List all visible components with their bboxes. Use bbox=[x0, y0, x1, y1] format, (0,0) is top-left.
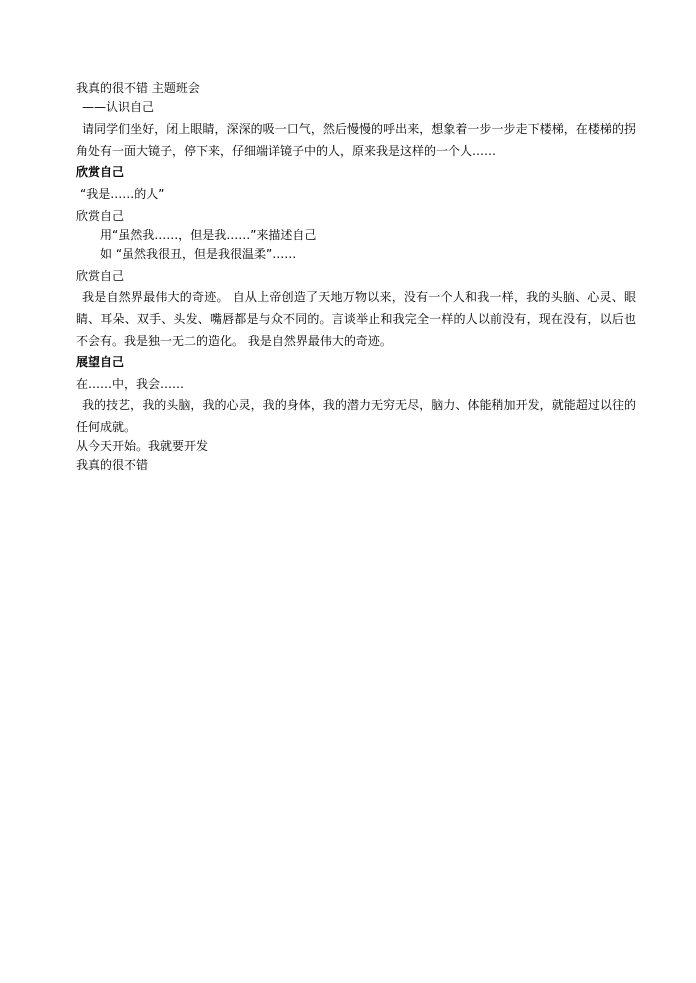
instruction-line-2: 如 “虽然我很丑，但是我很温柔”…… bbox=[100, 247, 297, 261]
intro-paragraph: 请同学们坐好，闭上眼睛，深深的吸一口气，然后慢慢的呼出来，想象着一步一步走下楼梯，在楼梯的拐角处有一面大镜子，停下来，仔细端详镜子中的人，原来我是这样的一个人…… bbox=[76, 122, 636, 158]
start-line: 从今天开始。我就要开发 bbox=[76, 439, 209, 453]
document-body bbox=[76, 80, 636, 473]
document-title: 我真的很不错 主题班会 bbox=[76, 81, 200, 95]
document-subtitle: ——认识自己 bbox=[82, 100, 155, 114]
closing-line: 我真的很不错 bbox=[76, 458, 149, 472]
future-line: 在……中，我会…… bbox=[76, 377, 185, 391]
instruction-line-1: 用“虽然我……，但是我……”来描述自己 bbox=[100, 228, 317, 242]
section-heading-appreciate-2: 欣赏自己 bbox=[76, 209, 125, 223]
section-heading-outlook: 展望自己 bbox=[76, 355, 125, 369]
potential-paragraph: 我的技艺，我的头脑，我的心灵，我的身体，我的潜力无穷无尽，脑力、体能稍加开发，就能超过以往的任何成就。 bbox=[76, 398, 636, 434]
wonder-paragraph: 我是自然界最伟大的奇迹。 自从上帝创造了天地万物以来，没有一个人和我一样，我的头脑、心灵、眼睛、耳朵、双手、头发、嘴唇都是与众不同的。言谈举止和我完全一样的人以前没有，现在没有，以后也不会有。我是独一无二的造化。 我是自然界最伟大的奇迹。 bbox=[76, 290, 636, 348]
quote-line: “我是……的人” bbox=[80, 187, 165, 201]
section-heading-appreciate: 欣赏自己 bbox=[76, 165, 125, 179]
section-heading-appreciate-3: 欣赏自己 bbox=[76, 269, 125, 283]
